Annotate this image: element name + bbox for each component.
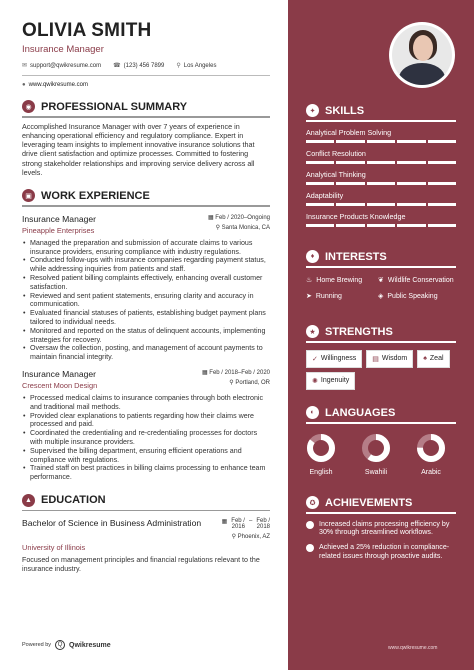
beer-icon: ♨ [306,276,313,284]
email-icon: ✉ [22,63,28,69]
location-pin-icon: ⚲ [215,224,220,231]
experience-heading [22,189,270,202]
website-text: www.qwikresume.com [28,82,88,88]
strengths-title: STRENGTHS [325,325,393,338]
skill-level-bar [306,224,456,227]
skill-level-bar [306,203,456,206]
school-name: University of Illinois [22,543,86,553]
summary-heading [22,100,270,113]
location-text: Los Angeles [183,62,217,69]
running-icon: ➤ [306,292,312,300]
thumbs-up-icon: ✓ [312,355,318,363]
languages-section [306,406,456,476]
profile-photo [389,22,455,88]
strength-label: Zeal [429,355,444,362]
degree-title: Bachelor of Science in Business Administration [22,518,202,529]
achievement-item [306,543,456,561]
sidebar [288,0,474,670]
education-heading [22,494,270,507]
experience-title: WORK EXPERIENCE [41,189,150,202]
brand-name: Qwikresume [69,641,111,649]
location-pin-icon: ⚲ [231,534,236,541]
job-entry [22,214,270,362]
education-title: EDUCATION [41,494,106,507]
list-item: • Reviewed and sent patient statements, ensuring clarity and accuracy in communication. [30,292,270,310]
strengths-section [306,325,456,390]
strength-tag [366,350,413,368]
skill-item [306,191,456,206]
list-item [378,276,456,285]
interest-label: Public Speaking [387,292,438,300]
education-description: Focused on management principles and financial regulations relevant to the insurance industry. [22,556,260,574]
interests-icon: ♦ [306,250,319,263]
skills-section [306,104,456,227]
phone-text: (123) 456 7899 [123,62,165,69]
strength-label: Willingness [320,355,357,362]
fire-icon: ♠ [423,355,427,362]
list-item: • Oversaw the collection, posting, and management of account payments to maintain financial integrity. [30,344,270,362]
language-name: English [309,468,333,476]
skill-name: Conflict Resolution [306,148,366,158]
summary-title: PROFESSIONAL SUMMARY [41,100,188,113]
strength-label: Wisdom [381,355,408,362]
skill-name: Insurance Products Knowledge [306,211,406,221]
list-item: • Provided clear explanations to patients regarding how their claims were processed and paid. [30,412,270,430]
website-row[interactable] [22,82,270,88]
achievement-text: Achieved a 25% reduction in compliance-related issues through proactive audits. [319,543,450,560]
skill-name: Adaptability [306,190,344,200]
contact-divider [22,75,270,76]
strength-tag [417,350,449,368]
interest-label: Running [315,292,342,300]
skill-level-bar [306,140,456,143]
list-item [306,292,378,301]
skill-level-bar [306,161,456,164]
job-title: Insurance Manager [22,368,97,379]
edu-end-1: Feb / [256,518,270,525]
footer-brand[interactable] [22,640,111,650]
skill-item [306,128,456,143]
language-ring [416,433,446,463]
language-icon: ◐ [306,406,319,419]
strength-tag [306,372,355,390]
list-item: • Evaluated financial statuses of patients, establishing budget payment plans tailored to individual needs. [30,309,270,327]
job-company: Pineapple Enterprises [22,225,95,235]
list-item: • Trained staff on best practices in billing claims processing to enhance team performance. [30,464,270,482]
strength-tags [306,350,456,390]
calendar-icon: ▦ [221,519,228,526]
contact-email[interactable] [22,62,101,69]
medal-icon: ✪ [306,496,319,509]
list-item [306,276,378,285]
skill-name: Analytical Thinking [306,169,366,179]
job-dates: Feb / 2020–Ongoing [215,214,270,221]
list-item: • Supervised the billing department, ensuring efficient operations and compliance with regulations. [30,447,270,465]
language-ring [361,433,391,463]
skill-item [306,170,456,185]
language-item [306,433,336,476]
leaf-icon: ❦ [378,276,384,284]
trophy-icon: ★ [306,325,319,338]
globe-icon: ● [22,82,26,88]
briefcase-icon: ▣ [22,189,35,202]
interest-label: Home Brewing [316,276,363,284]
lightbulb-icon: ✦ [306,104,319,117]
interests-title: INTERESTS [325,250,387,263]
language-ring [306,433,336,463]
interests-section [306,250,456,301]
language-item [416,433,446,476]
footer-website[interactable]: www.qwikresume.com [388,645,438,651]
skill-level-bar [306,182,456,185]
list-item: • Monitored and reported on the status of delinquent accounts, implementing strategies for recovery. [30,327,270,345]
summary-rule [22,116,270,118]
location-icon: ⚲ [176,63,181,69]
calendar-icon: ▦ [207,214,214,221]
strength-tag [306,350,362,368]
speaker-icon: ◈ [378,292,384,300]
edu-end-2: 2018 [256,524,270,531]
powered-by-text: Powered by [22,642,52,648]
star-badge-icon [306,544,314,552]
languages-title: LANGUAGES [325,406,396,419]
summary-icon: ◉ [22,100,35,113]
lightbulb-icon: ✺ [312,377,318,385]
skill-item [306,149,456,164]
achievements-title: ACHIEVEMENTS [325,496,413,509]
skill-item [306,212,456,227]
language-item [361,433,391,476]
edu-start-2: 2016 [231,524,245,531]
skills-title: SKILLS [325,104,365,117]
interests-grid [306,276,456,301]
contact-row [22,62,270,69]
list-item: • Resolved patient billing complaints effectively, enhancing overall customer satisfaction. [30,274,270,292]
achievement-text: Increased claims processing efficiency by 30% through streamlined workflows. [319,519,450,537]
location-pin-icon: ⚲ [229,379,234,386]
languages-list [306,433,446,476]
job-title: Insurance Manager [22,213,97,224]
edu-start-1: Feb / [231,518,245,525]
email-text: support@qwikresume.com [30,62,102,69]
job-bullets [22,239,270,362]
education-entry [22,518,270,540]
list-item: • Processed medical claims to insurance companies through both electronic and traditional mail methods. [30,394,270,412]
list-item: • Coordinated the credentialing and re-credentialing processes for doctors with multiple insurance providers. [30,429,270,447]
job-entry [22,369,270,482]
education-rule [22,510,270,512]
skill-name: Analytical Problem Solving [306,127,392,137]
job-company: Crescent Moon Design [22,380,98,390]
list-item: • Conducted follow-ups with insurance companies regarding payment status, while addressing inquiries from patients and staff. [30,256,270,274]
phone-icon: ☎ [113,63,121,69]
list-item [378,292,456,301]
calendar-icon: ▦ [201,369,208,376]
qwikresume-logo-icon: Q [55,640,65,650]
candidate-name: OLIVIA SMITH [22,20,152,41]
book-icon: ▤ [372,355,379,363]
education-meta: ▦ Feb / 2016 – Feb / 2018 ⚲ Phoenix, AZ [221,518,270,541]
strength-label: Ingenuity [320,377,350,384]
achievement-item [306,520,456,538]
edu-location: Phoenix, AZ [237,534,270,541]
candidate-role: Insurance Manager [22,44,104,55]
job-location: Santa Monica, CA [221,224,270,231]
job-bullets [22,394,270,482]
summary-text: Accomplished Insurance Manager with over 7 years of experience in enhancing operational efficiency and regulatory compliance. Expert in leveraging team insights to implement innovative insurance solutions that drive client satisfaction and optimize processes. Committed to fostering strong stakeholder relationships and improving service delivery across all levels. [22,121,255,177]
contact-location [176,62,216,69]
contact-phone[interactable] [113,62,164,69]
job-dates: Feb / 2018–Feb / 2020 [209,369,270,376]
language-name: Arabic [421,468,441,476]
interest-label: Wildlife Conservation [387,276,454,284]
main-column [22,20,270,574]
language-name: Swahili [364,468,388,476]
star-badge-icon [306,521,314,529]
job-location: Portland, OR [235,379,270,386]
achievements-section [306,496,456,561]
graduation-cap-icon: ▲ [22,494,35,507]
list-item: • Managed the preparation and submission of accurate claims to various insurance providers, ensuring compliance with industry regulations. [30,239,270,257]
experience-rule [22,205,270,207]
